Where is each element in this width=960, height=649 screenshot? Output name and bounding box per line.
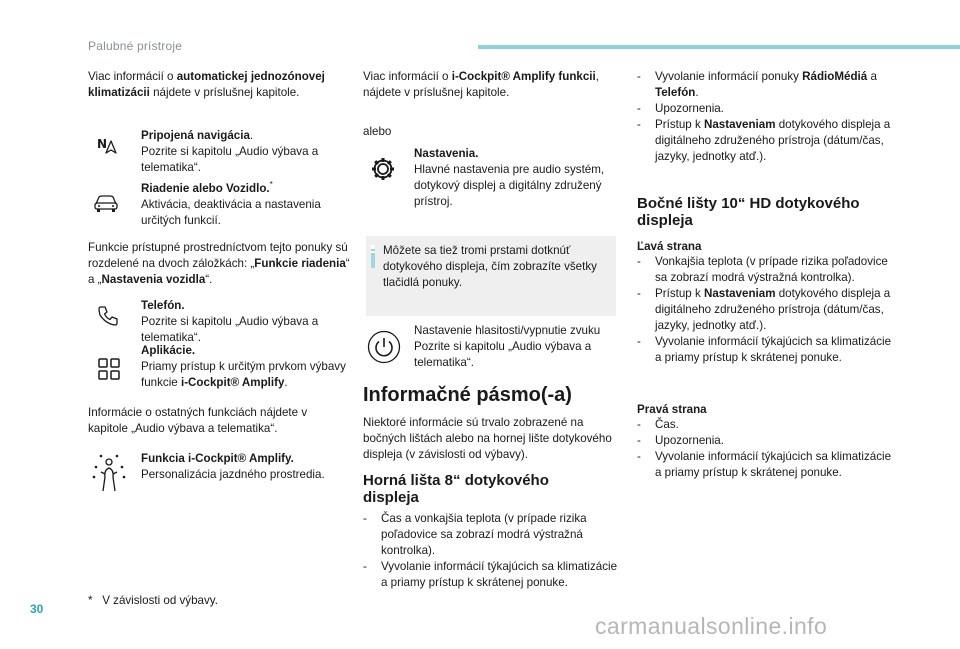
gear-icon [369, 155, 397, 183]
watermark: carmanualsonline.info [595, 613, 828, 639]
apps-icon [97, 357, 121, 381]
right-side-label: Pravá strana [637, 403, 707, 416]
top-bar-list [363, 511, 621, 591]
tip-note-box [366, 236, 616, 316]
left-side-list [637, 254, 897, 366]
left-side-label: Ľavá strana [637, 240, 702, 253]
info-band-heading: Informačné pásmo(-a) [363, 384, 572, 406]
header-accent-bar [478, 45, 960, 49]
running-header: Palubné prístroje [88, 39, 183, 53]
right-top-list [637, 69, 897, 165]
list-item: - Vyvolanie informácií týkajúcich sa klimatizácie a priamy prístup k skrátenej ponuke. [637, 449, 897, 481]
info-band-paragraph: Niektoré informácie sú trvalo zobrazené na bočných lištách alebo na hornej lište dotykového displeja (v závislosti od výbavy). [363, 416, 612, 461]
list-item: - Upozornenia. [637, 101, 897, 117]
list-item: - Vyvolanie informácií týkajúcich sa klimatizácie a priamy prístup k skrátenej ponuke. [363, 559, 621, 591]
list-item: - Prístup k Nastaveniam dotykového displeja a digitálneho združeného prístroja (dátum/čas, jazyky, jednotky atď.). [637, 117, 897, 165]
icockpit-person-icon [92, 453, 126, 495]
page-number: 30 [30, 602, 44, 616]
tabs-paragraph: Funkcie prístupné prostredníctvom tejto ponuky sú rozdelené na dvoch záložkách: „Funkcie riadenia“ a „Nastavenia vozidla“. [88, 241, 350, 286]
right-side-list [637, 417, 897, 481]
list-item: - Vyvolanie informácií týkajúcich sa klimatizácie a priamy prístup k skrátenej ponuke. [637, 334, 897, 366]
left-intro: Viac informácií o automatickej jednozónovej klimatizácii nájdete v príslušnej kapitole. [88, 70, 325, 99]
footnote: * V závislosti od výbavy. [88, 594, 218, 607]
top-bar-heading: Horná lišta 8“ dotykového displeja [363, 472, 549, 506]
list-item: - Upozornenia. [637, 433, 897, 449]
alebo-text: alebo [363, 125, 392, 138]
phone-icon [97, 305, 119, 327]
middle-intro: Viac informácií o i-Cockpit® Amplify funkcii, nájdete v príslušnej kapitole. [363, 70, 599, 99]
icockpit-item: Funkcia i-Cockpit® Amplify. Personalizácia jazdného prostredia. [141, 452, 325, 481]
side-bars-heading: Bočné lišty 10“ HD dotykového displeja [637, 195, 860, 229]
power-icon [367, 330, 401, 364]
svg-text:N: N [97, 137, 108, 151]
list-item: - Čas a vonkajšia teplota (v prípade rizika poľadovice sa zobrazí modrá výstražná kontrolka). [363, 511, 621, 559]
car-icon [93, 193, 119, 213]
tip-note-text: Môžete sa tiež tromi prstami dotknúť dotykového displeja, čím zobrazíte všetky tlačidlá ponuky. [383, 244, 597, 289]
volume-item: Nastavenie hlasitosti/vypnutie zvuku Pozrite si kapitolu „Audio výbava a telematika“. [414, 324, 601, 369]
apps-item: Aplikácie. Priamy prístup k určitým prvkom výbavy funkcie i-Cockpit® Amplify. [141, 344, 346, 389]
other-info-paragraph: Informácie o ostatných funkciách nájdete v kapitole „Audio výbava a telematika“. [88, 406, 308, 435]
nav-item: Pripojená navigácia. Pozrite si kapitolu „Audio výbava a telematika“. [141, 129, 319, 174]
list-item: - Prístup k Nastaveniam dotykového displeja a digitálneho združeného prístroja (dátum/čas, jazyky, jednotky atď.). [637, 286, 897, 334]
navigation-icon [97, 137, 117, 155]
driving-item: Riadenie alebo Vozidlo.* Aktivácia, deaktivácia a nastavenia určitých funkcií. [141, 180, 321, 227]
list-item: - Vyvolanie informácií ponuky RádioMédiá a Telefón. [637, 69, 897, 101]
phone-item: Telefón. Pozrite si kapitolu „Audio výbava a telematika“. [141, 299, 319, 344]
list-item: - Čas. [637, 417, 897, 433]
settings-item: Nastavenia. Hlavné nastavenia pre audio systém, dotykový displej a digitálny združený prístroj. [414, 147, 605, 208]
list-item: - Vonkajšia teplota (v prípade rizika poľadovice sa zobrazí modrá výstražná kontrolka). [637, 254, 897, 286]
